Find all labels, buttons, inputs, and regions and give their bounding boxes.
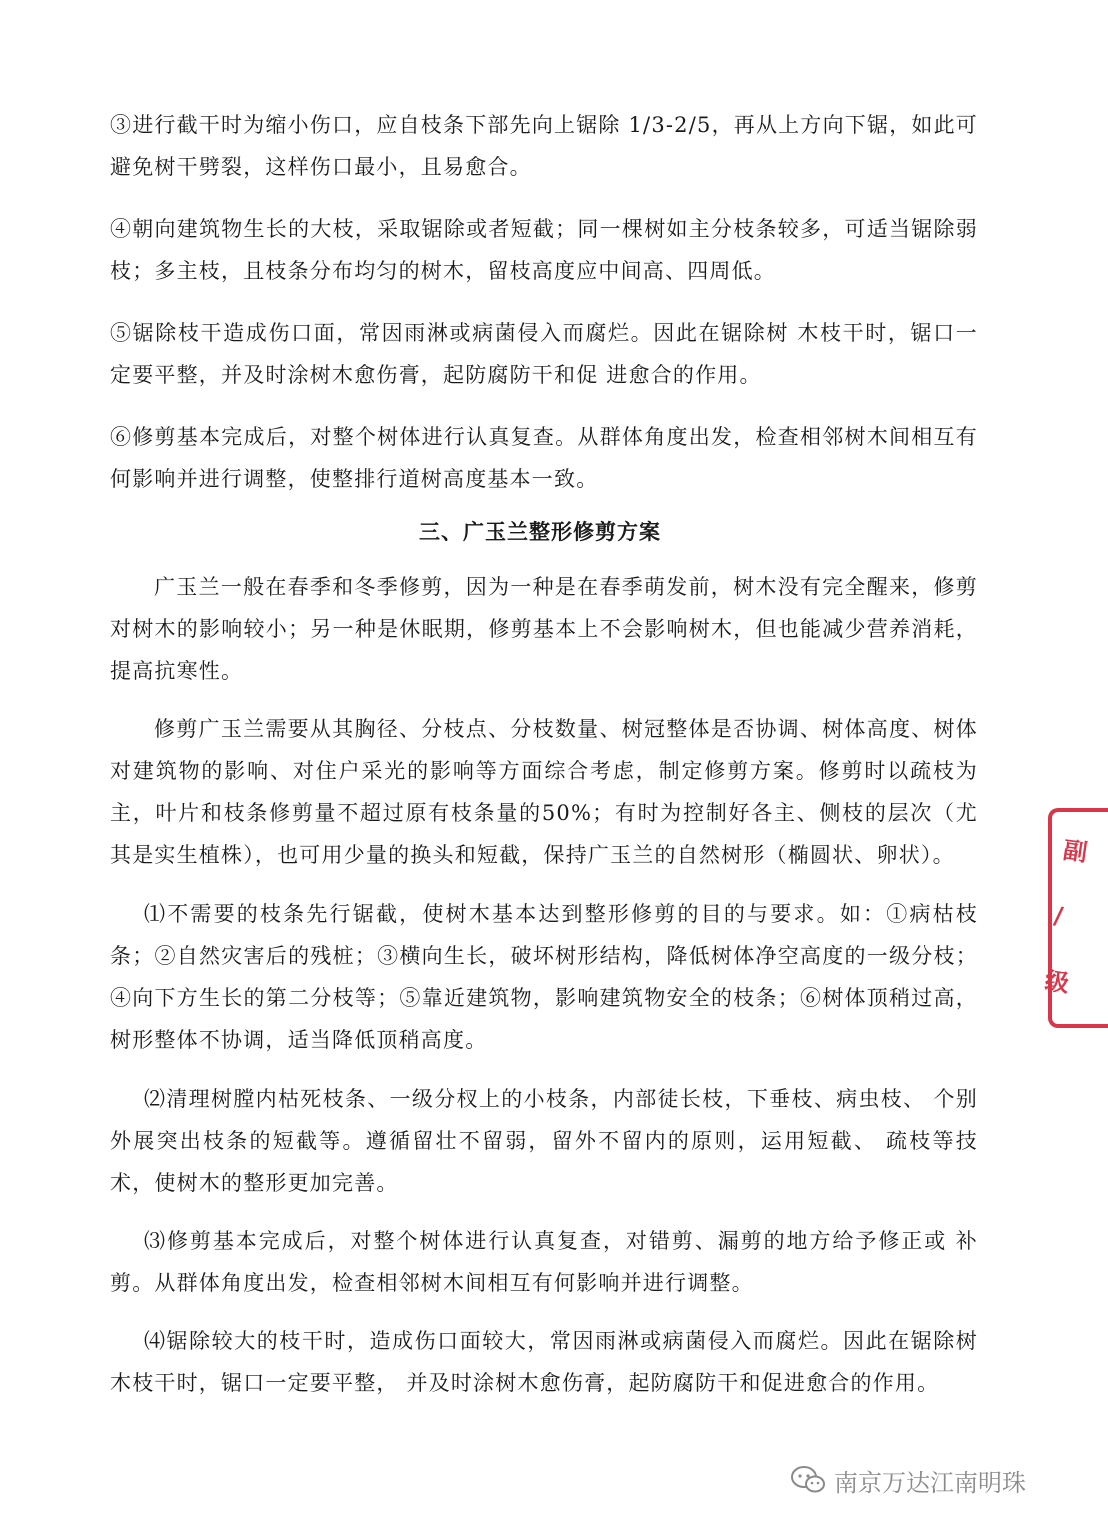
wechat-icon — [790, 1465, 826, 1495]
paragraph-step-3: ⑶修剪基本完成后，对整个树体进行认真复查，对错剪、漏剪的地方给予修正或 补剪。从群体角度出发，检查相邻树木间相互有何影响并进行调整。 — [110, 1229, 978, 1295]
paragraph-step-1: ⑴不需要的枝条先行锯截，使树木基本达到整形修剪的目的与要求。如：①病枯枝条；②自然灾害后的残桩；③横向生长，破坏树形结构，降低树体净空高度的一级分枝；④向下方生长的第二分枝等；⑤靠近建筑物，影响建筑物安全的枝条；⑥树体顶稍过高，树形整体不协调，适当降低顶稍高度。 — [110, 902, 978, 1052]
watermark-text: 南京万达江南明珠 — [834, 1468, 1026, 1497]
paragraph-pruning-plan: 修剪广玉兰需要从其胸径、分枝点、分枝数量、树冠整体是否协调、树体高度、树体对建筑物的影响、对住户采光的影响等方面综合考虑，制定修剪方案。修剪时以疏枝为主，叶片和枝条修剪量不超过原有枝条量的50%；有时为控制好各主、侧枝的层次（尤其是实生植株），也可用少量的换头和短截，保持广玉兰的自然树形（椭圆状、卵状）。 — [110, 717, 978, 867]
paragraph-item-4: ④朝向建筑物生长的大枝，采取锯除或者短截；同一棵树如主分枝条较多，可适当锯除弱枝；多主枝，且枝条分布均匀的树木，留枝高度应中间高、四周低。 — [110, 217, 978, 283]
section-heading: 三、广玉兰整形修剪方案 — [419, 520, 661, 544]
paragraph-item-5: ⑤锯除枝干造成伤口面，常因雨淋或病菌侵入而腐烂。因此在锯除树 木枝干时，锯口一定要平整，并及时涂树木愈伤膏，起防腐防干和促 进愈合的作用。 — [110, 321, 978, 387]
seal-stamp-text: 副 / 级 — [1042, 835, 1090, 998]
paragraph-item-6: ⑥修剪基本完成后，对整个树体进行认真复查。从群体角度出发，检查相邻树木间相互有何影响并进行调整，使整排行道树高度基本一致。 — [110, 425, 978, 491]
paragraph-pruning-season: 广玉兰一般在春季和冬季修剪，因为一种是在春季萌发前，树木没有完全醒来，修剪对树木的影响较小；另一种是休眠期，修剪基本上不会影响树木，但也能减少营养消耗，提高抗寒性。 — [110, 575, 978, 683]
paragraph-step-4: ⑷锯除较大的枝干时，造成伤口面较大，常因雨淋或病菌侵入而腐烂。因此在锯除树木枝干时，锯口一定要平整， 并及时涂树木愈伤膏，起防腐防干和促进愈合的作用。 — [110, 1329, 978, 1395]
paragraph-step-2: ⑵清理树膛内枯死枝条、一级分杈上的小枝条，内部徒长枝，下垂枝、病虫枝、 个别外展突出枝条的短截等。遵循留壮不留弱，留外不留内的原则，运用短截、 疏枝等技术，使树木的整形更加完善。 — [110, 1087, 978, 1195]
paragraph-item-3: ③进行截干时为缩小伤口，应自枝条下部先向上锯除 1/3-2/5，再从上方向下锯，如此可避免树干劈裂，这样伤口最小，且易愈合。 — [110, 113, 978, 179]
watermark — [790, 1462, 1026, 1498]
seal-stamp — [1040, 808, 1090, 1028]
